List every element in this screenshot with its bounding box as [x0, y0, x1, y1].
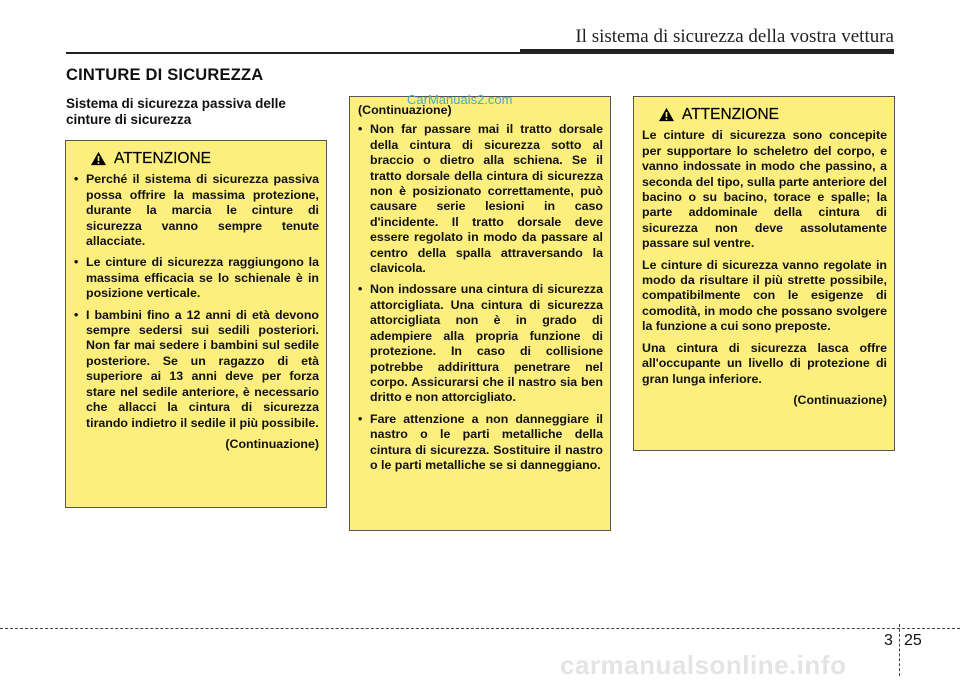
list-item: • Non indossare una cintura di sicurezza attorcigliata. Una cintura di sicurezza attorcigliata non è in grado di adempiere alla propria funzione di protezione. In caso di collisione potrebbe addirittura penetrare nel corpo. Assicurarsi che il nastro sia ben dritto e non attorcigliato. [358, 282, 603, 405]
list-item: • Le cinture di sicurezza raggiungono la massima efficacia se lo schienale è in posizione verticale. [74, 255, 319, 301]
warning-box-2 [349, 96, 611, 531]
paragraph: Le cinture di sicurezza sono concepite per supportare lo scheletro del corpo, e vanno indossate in modo che passino, a seconda del tipo, sulla parte anteriore del bacino o su bacino, torace e spalle; la parte addominale della cintura di sicurezza non deve assolutamente passare sul ventre. [642, 128, 887, 251]
list-item: • Perché il sistema di sicurezza passiva possa offrire la massima protezione, durante la marcia le cinture di sicurezza vanno sempre tenute allacciate. [74, 172, 319, 249]
page-number: 25 [904, 632, 922, 649]
list-item: • Fare attenzione a non danneggiare il nastro o le parti metalliche della cintura di sicurezza. Sostituire il nastro o le parti metalliche se si danneggiano. [358, 412, 603, 474]
warning-triangle-icon [90, 151, 107, 166]
warning-box-1 [65, 140, 327, 508]
continuation-label: (Continuazione) [793, 392, 887, 407]
warning-heading-3 [658, 107, 887, 122]
site-watermark: carmanualsonline.info [560, 650, 847, 680]
list-item: • I bambini fino a 12 anni di età devono sempre sedersi sui sedili posteriori. Non far mai sedere i bambini sul sedile posteriore. Se un ragazzo di età superiore ai 13 anni deve per forza stare nel sedile anteriore, è necessario che allacci la cintura di sicurezza tirando indietro il sedile il più possibile. [74, 308, 319, 431]
continued-label: (Continuazione) [358, 103, 452, 117]
watermark: CarManuals2.com [407, 92, 513, 107]
warning-triangle-icon [658, 107, 675, 122]
section-subtitle: Sistema di sicurezza passiva delle cinture di sicurezza [66, 96, 286, 127]
warning-label: ATTENZIONE [682, 106, 780, 123]
warning-box-3 [633, 96, 895, 451]
paragraph: Le cinture di sicurezza vanno regolate in modo da risultare il più strette possibile, compatibilmente con le esigenze di comodità, in modo che possano svolgere la funzione a cui sono preposte. [642, 257, 887, 334]
paragraph: Una cintura di sicurezza lasca offre all'occupante un livello di protezione di gran lunga inferiore. [642, 340, 887, 386]
warning-heading-1 [90, 151, 319, 166]
section-title: CINTURE DI SICUREZZA [66, 66, 264, 84]
list-item: • Non far passare mai il tratto dorsale della cintura di sicurezza sotto al braccio o dietro alla schiena. Se il tratto dorsale della cintura di sicurezza non è posizionato correttamente, può causare serie lesioni in caso d'incidente. Il tratto dorsale deve essere regolato in modo da passare al centro della spalla attraversando la clavicola. [358, 122, 603, 276]
chapter-number: 3 [884, 632, 893, 649]
warning-label: ATTENZIONE [114, 150, 212, 167]
header-rule [66, 52, 894, 54]
header-title: Il sistema di sicurezza della vostra vettura [575, 26, 894, 47]
footer-rule [0, 628, 960, 629]
continuation-label: (Continuazione) [225, 436, 319, 451]
footer-divider [899, 624, 900, 676]
